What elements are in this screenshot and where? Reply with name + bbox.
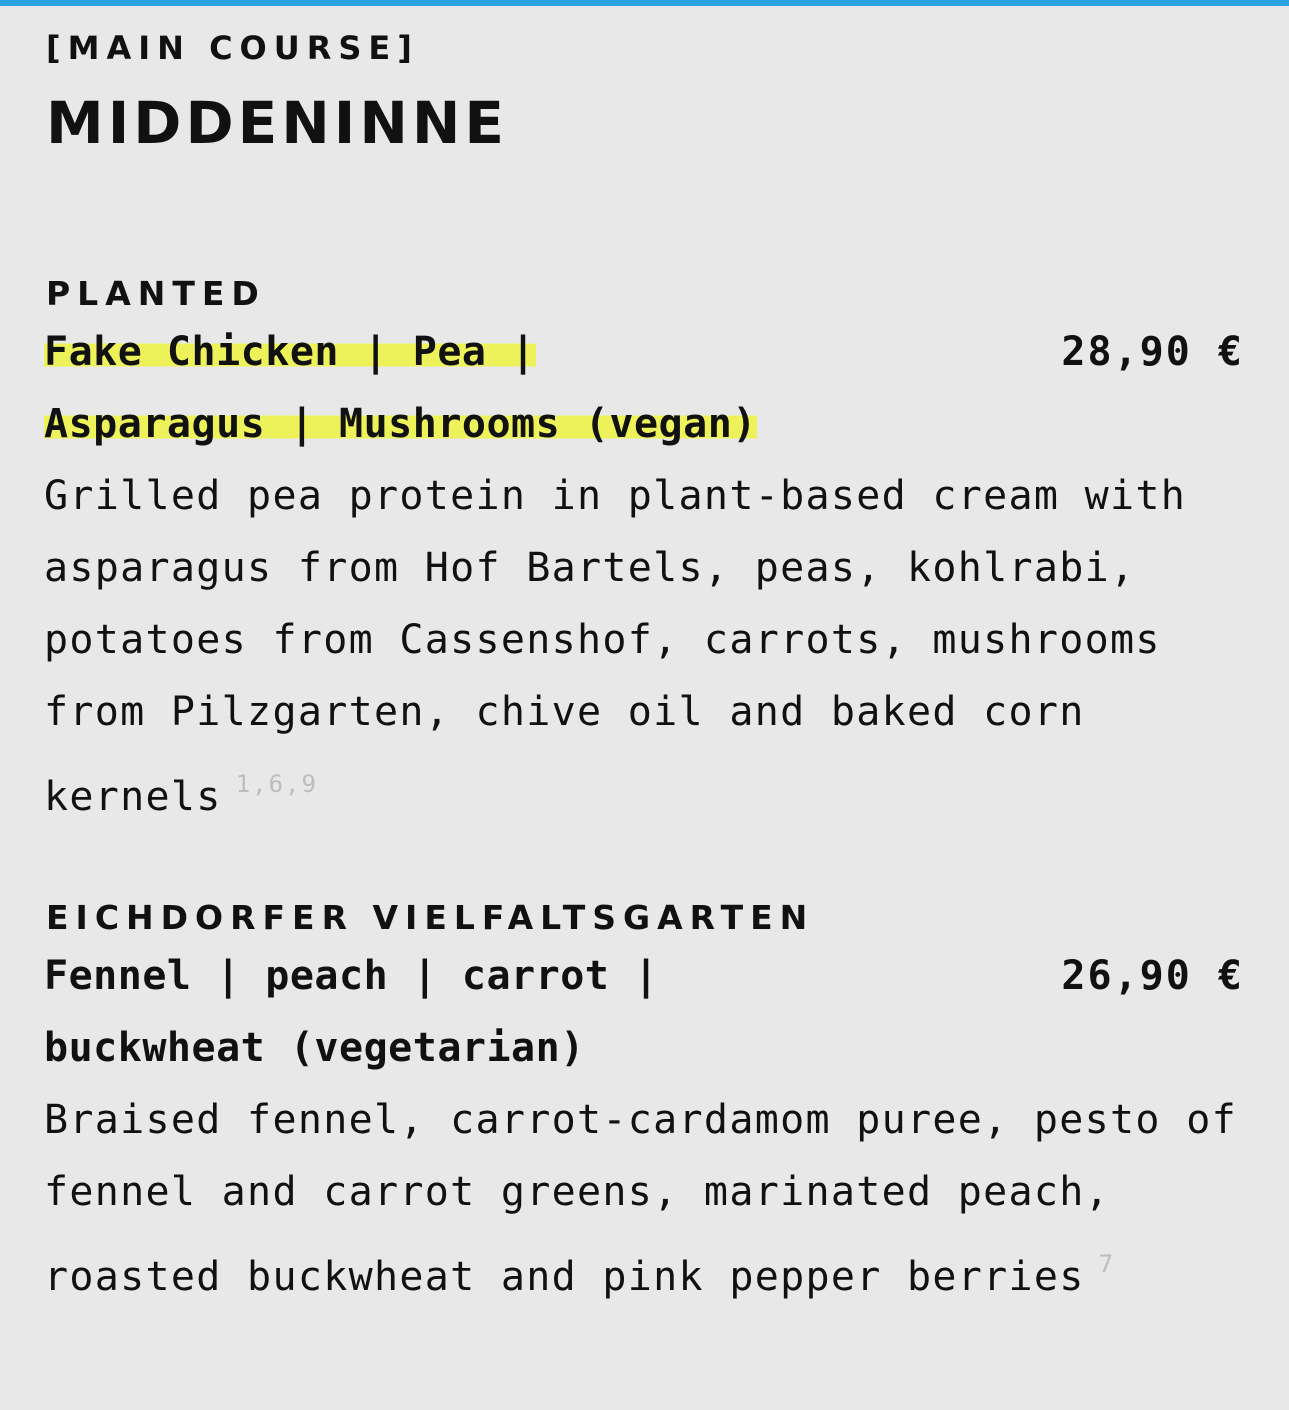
dish-category: EICHDORFER VIELFALTSGARTEN [46, 898, 815, 937]
dish-name-line-2: Asparagus | Mushrooms (vegan) [44, 401, 757, 447]
top-accent-bar [0, 0, 1289, 6]
dish-description-text: Braised fennel, carrot-cardamom puree, pesto of fennel and carrot greens, marinated peach, roasted buckwheat and pink pepper berries [44, 1097, 1237, 1300]
dish-header [44, 940, 1264, 1084]
dish-name-line-1: Fake Chicken | Pea | [44, 329, 536, 375]
dish-price: 26,90 € [1061, 953, 1244, 999]
dish-description [44, 1084, 1254, 1313]
menu-item-planted [44, 272, 1264, 833]
dish-header [44, 316, 1264, 460]
dish-category: PLANTED [46, 274, 266, 313]
dish-name-line-1: Fennel | peach | carrot | [44, 953, 659, 999]
section-tag: [MAIN COURSE] [46, 29, 419, 67]
dish-name [44, 940, 944, 1084]
dish-name [44, 316, 944, 460]
dish-price: 28,90 € [1061, 329, 1244, 375]
section-title: MIDDENINNE [46, 89, 509, 157]
menu-item-eichdorfer-vielfaltsgarten [44, 896, 1264, 1313]
allergen-codes: 1,6,9 [235, 770, 318, 798]
dish-description [44, 460, 1254, 833]
allergen-codes: 7 [1098, 1250, 1116, 1278]
dish-description-text: Grilled pea protein in plant-based cream with asparagus from Hof Bartels, peas, kohlrabi, potatoes from Cassenshof, carrots, mushrooms from Pilzgarten, chive oil and baked corn kernels [44, 473, 1187, 820]
dish-name-line-2: buckwheat (vegetarian) [44, 1025, 585, 1071]
